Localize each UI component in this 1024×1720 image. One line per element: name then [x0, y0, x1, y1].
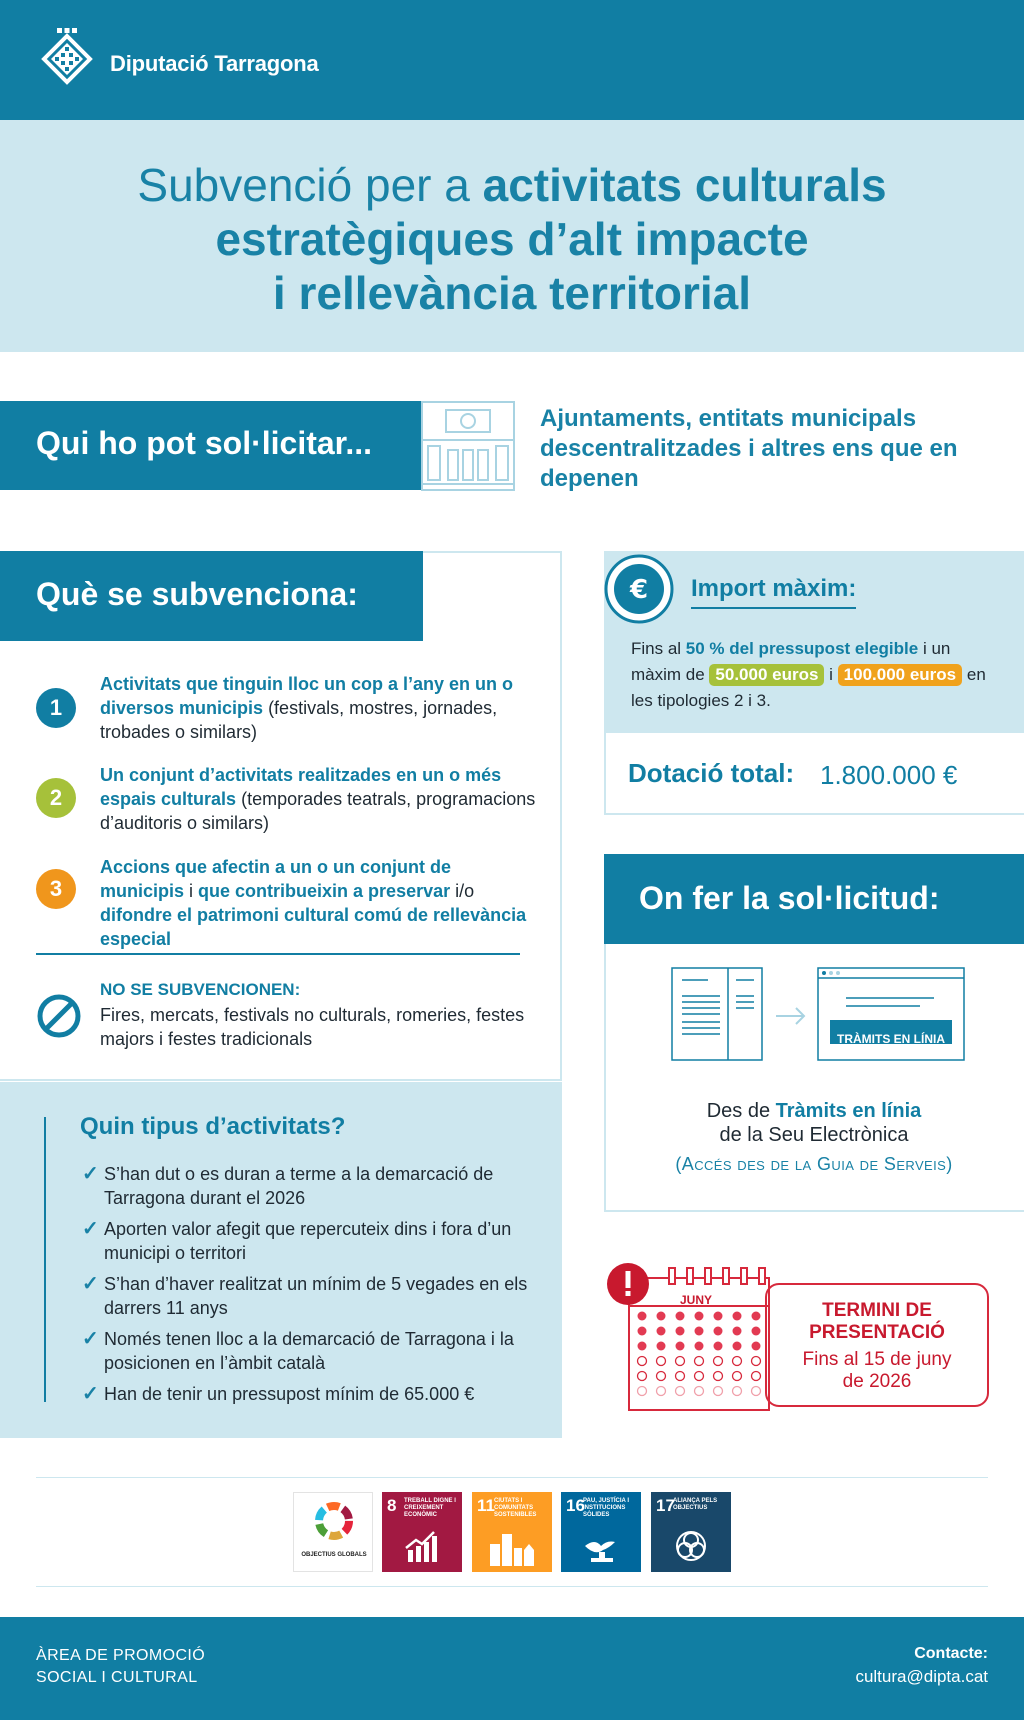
item-highlight: Activitats que tinguin lloc un cop a l’any en un o diversos municipis — [100, 674, 514, 718]
on-line1 — [604, 1100, 1024, 1123]
qui-label: Qui ho pot sol·licitar... — [0, 401, 423, 490]
on-line3: (Accés des de la Guia de Serveis) — [675, 1154, 953, 1174]
check-icon: ✓ — [82, 1163, 99, 1185]
sdg-logo — [293, 1492, 373, 1572]
calendar-month: JUNY — [679, 1293, 712, 1307]
on-line2: de la Seu Electrònica — [719, 1124, 909, 1146]
svg-text:€: € — [629, 575, 649, 605]
sdg-number: 17 — [656, 1496, 675, 1515]
title-part1: Subvenció per a — [137, 159, 483, 211]
item-number: 2 — [36, 778, 76, 818]
item-highlight: Accions que afectin a un o un conjunt de municipis — [100, 857, 452, 901]
import-text-part: Fins al — [631, 639, 686, 658]
footer-area — [36, 1645, 205, 1689]
growth-chart-icon — [404, 1528, 440, 1564]
org-name: Diputació Tarragona — [110, 51, 319, 76]
divider — [36, 1586, 988, 1587]
on-label: On fer la sol·licitud: — [604, 854, 1024, 944]
city-icon — [488, 1530, 536, 1566]
divider — [44, 1117, 46, 1402]
calendar-day-dot — [733, 1312, 742, 1321]
termini-title — [765, 1300, 989, 1344]
import-title: Import màxim: — [691, 575, 856, 609]
sdg-8-tile — [382, 1492, 462, 1572]
sdg-wheel-icon — [314, 1501, 354, 1541]
item-highlight: que contribueixin a preservar — [198, 881, 451, 901]
divider — [36, 953, 520, 955]
termini-title-line1: TERMINI DE — [822, 1300, 932, 1321]
calendar-day-dot — [676, 1342, 685, 1351]
calendar-day-dot — [695, 1327, 704, 1336]
amount-badge-100000: 100.000 euros — [838, 664, 962, 686]
item-number: 1 — [36, 688, 76, 728]
check-icon: ✓ — [82, 1383, 99, 1405]
item-detail: (festivals, mostres, jornades, trobades o similars) — [100, 698, 498, 742]
contact-email-link[interactable]: cultura@dipta.cat — [855, 1667, 988, 1686]
title-line2: estratègiques d’alt impacte — [215, 213, 809, 265]
item-detail: (temporades teatrals, programacions d’auditoris o similars) — [100, 789, 536, 833]
check-icon: ✓ — [82, 1218, 99, 1240]
termini-title-line2: PRESENTACIÓ — [809, 1322, 945, 1343]
check-icon: ✓ — [82, 1273, 99, 1295]
check-text: Aporten valor afegit que repercuteix dins i fora d’un municipi o territori — [104, 1219, 512, 1263]
town-hall-icon — [420, 400, 516, 492]
check-text: Només tenen lloc a la demarcació de Tarragona i la posicionen en l’àmbit català — [104, 1329, 514, 1373]
partnership-icon — [673, 1528, 709, 1564]
diputacio-logo-icon — [36, 28, 98, 90]
qui-answer: Ajuntaments, entitats municipals descentralitzades i altres ens que en depenen — [540, 405, 958, 492]
termini-date-line1: Fins al 15 de juny — [802, 1349, 952, 1370]
item-highlight: Un conjunt d’activitats realitzades en un o més espais culturals — [100, 765, 502, 809]
que-label: Què se subvenciona: — [0, 551, 423, 641]
dotacio-value: 1.800.000 € — [820, 760, 958, 790]
calendar-day-dot — [752, 1342, 761, 1351]
on-line1-prefix: Des de — [706, 1100, 776, 1122]
sdg-number: 8 — [387, 1496, 397, 1515]
calendar-day-dot — [638, 1312, 647, 1321]
calendar-day-dot — [676, 1327, 685, 1336]
item-connector: i/o — [450, 881, 475, 901]
calendar-day-dot — [676, 1312, 685, 1321]
import-text-part: en les tipologies 2 i 3. — [631, 665, 986, 710]
calendar-day-dot — [657, 1312, 666, 1321]
check-text: Han de tenir un pressupost mínim de 65.000 € — [104, 1384, 475, 1404]
calendar-day-dot — [733, 1342, 742, 1351]
item-number: 3 — [36, 869, 76, 909]
check-text: S’han d’haver realitzat un mínim de 5 vegades en els darrers 11 anys — [104, 1274, 528, 1318]
no-subvention-title: NO SE SUBVENCIONEN: — [100, 980, 301, 999]
termini-date — [765, 1349, 989, 1393]
prohibited-icon — [36, 993, 82, 1039]
calendar-day-dot — [714, 1342, 723, 1351]
sdg-label: ALIANÇA PELS OBJECTIUS — [673, 1498, 718, 1511]
item-text — [100, 672, 540, 744]
page-title — [40, 158, 984, 320]
sdg-logo-label: OBJECTIUS GLOBALS — [301, 1552, 367, 1558]
dotacio-label: Dotació total: — [628, 758, 795, 788]
item-text — [100, 855, 540, 951]
tramits-en-linia-button[interactable]: TRÀMITS EN LÍNIA — [837, 1032, 945, 1046]
calendar-day-dot — [714, 1327, 723, 1336]
item-highlight: difondre el patrimoni cultural comú de rellevància especial — [100, 905, 527, 949]
contact-label: Contacte: — [914, 1645, 988, 1662]
sdg-17-tile — [651, 1492, 731, 1572]
calendar-day-dot — [714, 1312, 723, 1321]
calendar-day-dot — [733, 1327, 742, 1336]
termini-date-line2: de 2026 — [842, 1371, 912, 1392]
title-part2: activitats culturals — [482, 159, 887, 211]
import-text-part: i — [824, 665, 838, 684]
import-highlight: 50 % del pressupost elegible — [685, 639, 919, 658]
calendar-day-dot — [752, 1312, 761, 1321]
divider — [36, 1477, 988, 1478]
calendar-day-dot — [695, 1312, 704, 1321]
footer-area-line1: ÀREA DE PROMOCIÓ — [36, 1647, 206, 1664]
calendar-day-dot — [752, 1327, 761, 1336]
calendar-day-dot — [638, 1327, 647, 1336]
calendar-day-dot — [657, 1327, 666, 1336]
no-subvention-text: Fires, mercats, festivals no culturals, romeries, festes majors i festes tradicionals — [100, 1005, 525, 1049]
title-line3: i rellevància territorial — [272, 267, 752, 319]
sdg-label: CIUTATS I COMUNITATS SOSTENIBLES — [494, 1498, 537, 1518]
amount-badge-50000: 50.000 euros — [709, 664, 824, 686]
import-text — [631, 636, 1001, 714]
calendar-day-dot — [638, 1342, 647, 1351]
import-text-part: i un màxim de — [631, 639, 951, 684]
sdg-number: 16 — [566, 1496, 585, 1515]
footer-area-line2: SOCIAL I CULTURAL — [36, 1669, 198, 1686]
sdg-number: 11 — [477, 1496, 495, 1515]
item-connector: i — [184, 881, 199, 901]
item-text — [100, 763, 540, 835]
sdg-label: TREBALL DIGNE I CREIXEMENT ECONÒMIC — [404, 1498, 456, 1518]
calendar-day-dot — [695, 1342, 704, 1351]
check-icon: ✓ — [82, 1328, 99, 1350]
euro-icon — [604, 554, 674, 624]
check-text: S’han dut o es duran a terme a la demarcació de Tarragona durant el 2026 — [104, 1164, 494, 1208]
sdg-11-tile — [472, 1492, 552, 1572]
online-procedure-illustration — [670, 966, 970, 1066]
dove-gavel-icon — [581, 1530, 621, 1566]
tramits-link[interactable]: Tràmits en línia — [775, 1100, 922, 1122]
sdg-label: PAU, JUSTÍCIA I INSTITUCIONS SÒLIDES — [583, 1498, 630, 1518]
sdg-16-tile — [561, 1492, 641, 1572]
quin-title: Quin tipus d’activitats? — [80, 1113, 346, 1140]
calendar-day-dot — [657, 1342, 666, 1351]
